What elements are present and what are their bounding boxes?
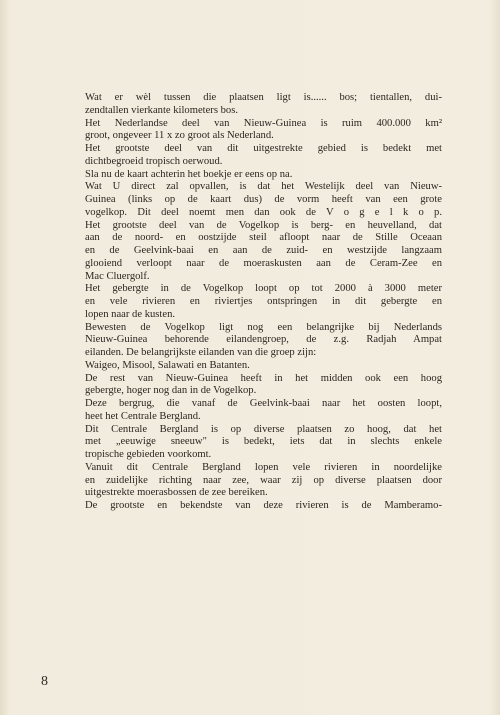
text-line: glooiend verloopt naar de moeraskusten aan de Ceram-Zee en — [85, 257, 442, 269]
text-line: Mac Cluergolf. — [85, 270, 150, 282]
text-line: Het Nederlandse deel van Nieuw-Guinea is ruim 400.000 km² — [85, 117, 442, 129]
text-line: Bewesten de Vogelkop ligt nog een belangrijke bij Nederlands — [85, 321, 442, 333]
text-line: groot, ongeveer 11 x zo groot als Nederland. — [85, 130, 274, 142]
text-line: tropische gebieden voorkomt. — [85, 449, 212, 460]
text-line: gebergte, hoger nog dan in de Vogelkop. — [85, 385, 257, 397]
text-line: en zuidelijke richting naar zee, waar zij op diverse plaatsen door — [85, 474, 442, 486]
page-number: 8 — [41, 674, 48, 689]
text-line: vogelkop. Dit deel noemt men dan ook de V o g e l k o p. — [85, 206, 442, 218]
body-text — [85, 92, 442, 513]
text-line: Nieuw-Guinea behorende eilandengroep, de z.g. Radjah Ampat — [85, 334, 442, 346]
text-line: uitgestrekte moerasbossen de zee bereiken. — [85, 487, 268, 499]
text-line: met „eeuwige sneeuw" is bedekt, iets dat in slechts enkele — [85, 436, 442, 448]
text-line: Het gebergte in de Vogelkop loopt op tot 2000 à 3000 meter — [85, 283, 442, 295]
text-line: Deze bergrug, die vanaf de Geelvink-baai naar het oosten loopt, — [85, 398, 442, 409]
text-line: Het grootste deel van de Vogelkop is berg- en heuvelland, dat — [85, 219, 442, 231]
text-line: Waigeo, Misool, Salawati en Batanten. — [85, 359, 250, 371]
text-line: zendtallen vierkante kilometers bos. — [85, 104, 238, 116]
text-line: dichtbegroeid tropisch oerwoud. — [85, 155, 223, 167]
text-line: lopen naar de kusten. — [85, 308, 176, 320]
text-line: De rest van Nieuw-Guinea heeft in het midden ook een hoog — [85, 372, 442, 384]
text-line: Het grootste deel van dit uitgestrekte gebied is bedekt met — [85, 143, 442, 154]
text-line: aan de noord- en oostzijde steil afloopt naar de Stille Oceaan — [85, 232, 442, 244]
text-line: Wat er wèl tussen die plaatsen ligt is...... bos; tientallen, dui- — [85, 92, 442, 103]
text-line: en de Geelvink-baai en aan de zuid- en westzijde langzaam — [85, 245, 442, 256]
text-line: Guinea (links op de kaart dus) de vorm heeft van een grote — [85, 194, 442, 205]
text-line: Sla nu de kaart achterin het boekje er eens op na. — [85, 168, 293, 180]
text-line: Wat U direct zal opvallen, is dat het Westelijk deel van Nieuw- — [85, 181, 442, 193]
text-line: eilanden. De belangrijkste eilanden van die groep zijn: — [85, 347, 317, 358]
text-line: heet het Centrale Bergland. — [85, 410, 201, 422]
text-line: Vanuit dit Centrale Bergland lopen vele rivieren in noordelijke — [85, 461, 442, 473]
text-line: en vele rivieren en riviertjes ontspringen in dit gebergte en — [85, 296, 442, 307]
text-line: De grootste en bekendste van deze rivieren is de Mamberamo- — [85, 500, 442, 511]
text-line: Dit Centrale Bergland is op diverse plaatsen zo hoog, dat het — [85, 423, 442, 435]
